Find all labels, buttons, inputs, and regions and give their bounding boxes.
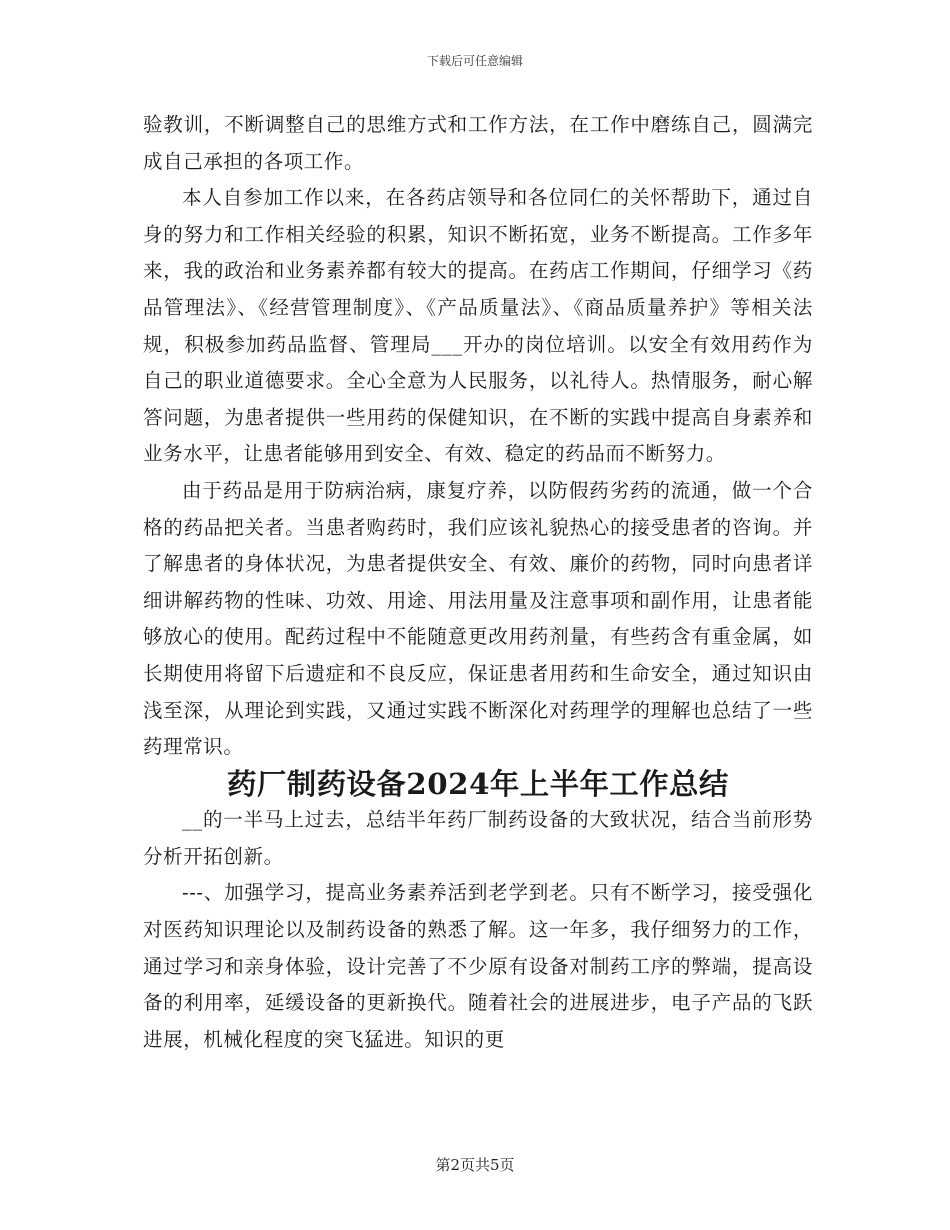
section-title: 药厂制药设备2024年上半年工作总结	[227, 766, 729, 801]
paragraph-learning: ---、加强学习，提高业务素养活到老学到老。只有不断学习，接受强化对医药知识理论以及制药设备的熟悉了解。这一年多，我仔细努力的工作，通过学习和亲身体验，设计完善了不少原有设备对制药工序的弊端，提高设备的利用率，延缓设备的更新换代。随着社会的进展进步，电子产品的飞跃进展，机械化程度的突飞猛进。知识的更	[143, 881, 813, 1051]
page-number: 第2页共5页	[435, 1156, 515, 1174]
paragraph-intro: __的一半马上过去，总结半年药厂制药设备的大致状况，结合当前形势分析开拓创新。	[143, 808, 813, 868]
document-body	[143, 107, 813, 1058]
paragraph-continued: 验教训，不断调整自己的思维方式和工作方法，在工作中磨练自己，圆满完成自己承担的各项工作。	[143, 113, 813, 173]
paragraph-work-experience: 本人自参加工作以来，在各药店领导和各位同仁的关怀帮助下，通过自身的努力和工作相关经验的积累，知识不断拓宽，业务不断提高。工作多年来，我的政治和业务素养都有较大的提高。在药店工作期间，仔细学习《药品管理法》、《经营管理制度》、《产品质量法》、《商品质量养护》等相关法规，积极参加药品监督、管理局___开办的岗位培训。以安全有效用药作为自己的职业道德要求。全心全意为人民服务，以礼待人。热情服务，耐心解答问题，为患者提供一些用药的保健知识，在不断的实践中提高自身素养和业务水平，让患者能够用到安全、有效、稳定的药品而不断努力。	[143, 186, 813, 466]
page-header: 下载后可任意编辑	[426, 54, 523, 68]
paragraph-pharmacy-duty: 由于药品是用于防病治病，康复疗养，以防假药劣药的流通，做一个合格的药品把关者。当患者购药时，我们应该礼貌热心的接受患者的咨询。并了解患者的身体状况，为患者提供安全、有效、廉价的药物，同时向患者详细讲解药物的性味、功效、用途、用法用量及注意事项和副作用，让患者能够放心的使用。配药过程中不能随意更改用药剂量，有些药含有重金属，如长期使用将留下后遗症和不良反应，保证患者用药和生命安全，通过知识由浅至深，从理论到实践，又通过实践不断深化对药理学的理解也总结了一些药理常识。	[143, 478, 813, 759]
